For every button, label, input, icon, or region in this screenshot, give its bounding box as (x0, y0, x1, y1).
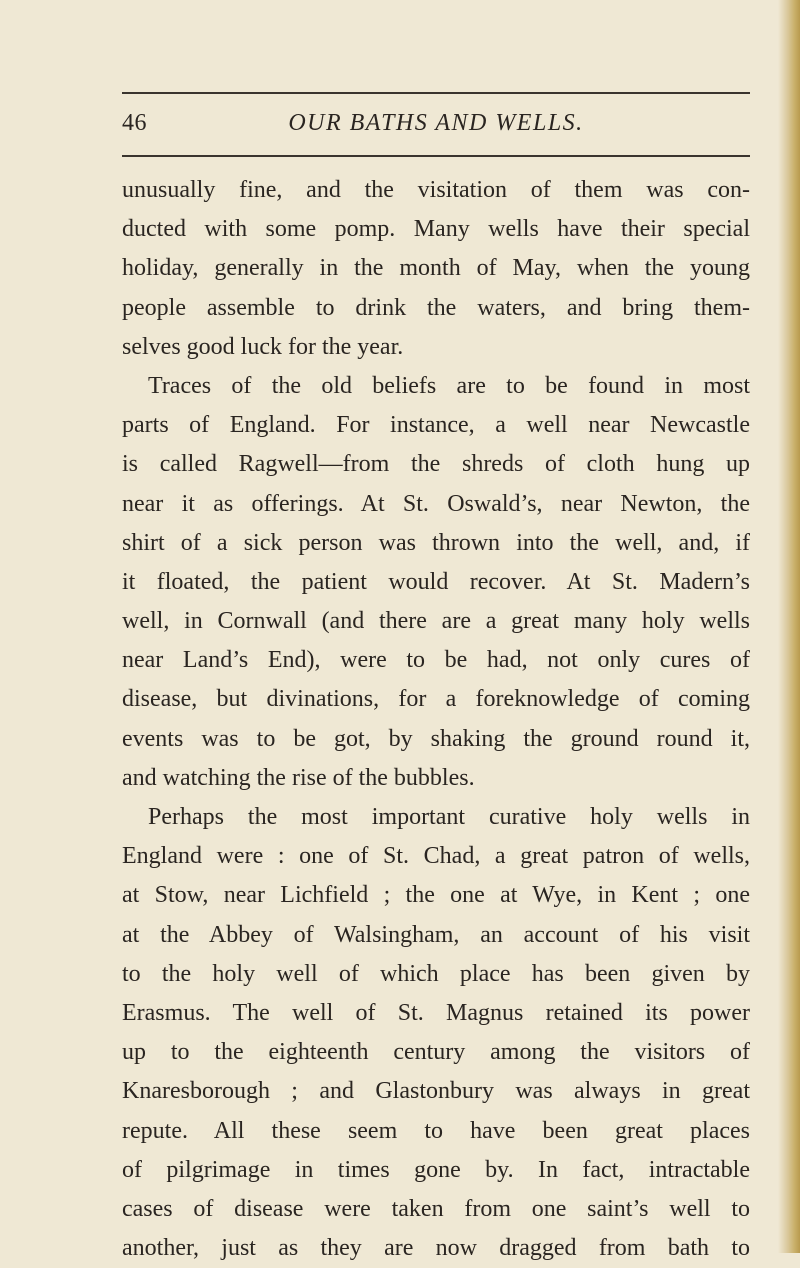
text-line: near it as offerings. At St. Oswald’s, near Newton, the (122, 490, 750, 517)
running-title: OUR BATHS AND WELLS. (288, 110, 584, 136)
body-text (122, 171, 750, 1268)
page-header (122, 104, 750, 144)
text-line: near Land’s End), were to be had, not only cures of (122, 647, 750, 674)
text-line: holiday, generally in the month of May, when the young (122, 255, 750, 282)
header-rule-bottom (122, 155, 750, 157)
text-line: selves good luck for the year. (122, 333, 404, 360)
text-line: ducted with some pomp. Many wells have their special (122, 216, 750, 243)
text-line: people assemble to drink the waters, and bring them- (122, 294, 750, 321)
text-line: disease, but divinations, for a foreknowledge of coming (122, 686, 750, 713)
text-line: Erasmus. The well of St. Magnus retained its power (122, 999, 750, 1026)
text-line: shirt of a sick person was thrown into the well, and, if (122, 529, 750, 556)
paragraph-start: Traces of the old beliefs are to be found in most (148, 372, 750, 399)
text-line: to the holy well of which place has been given by (122, 960, 750, 987)
text-line: cases of disease were taken from one saint’s well to (122, 1195, 750, 1222)
text-line: England were : one of St. Chad, a great patron of wells, (122, 843, 750, 870)
page-edge (778, 0, 800, 1253)
text-line: and watching the rise of the bubbles. (122, 764, 475, 791)
text-line: repute. All these seem to have been great places (122, 1117, 750, 1144)
text-line: parts of England. For instance, a well near Newcastle (122, 412, 750, 439)
text-line: at the Abbey of Walsingham, an account of his visit (122, 921, 750, 948)
page-number: 46 (122, 110, 147, 136)
text-line: events was to be got, by shaking the ground round it, (122, 725, 750, 752)
text-line: well, in Cornwall (and there are a great many holy wells (122, 608, 750, 635)
text-line: of pilgrimage in times gone by. In fact, intractable (122, 1156, 750, 1183)
header-rule-top (122, 92, 750, 94)
text-line: at Stow, near Lichfield ; the one at Wye, in Kent ; one (122, 882, 750, 909)
text-line: it floated, the patient would recover. At St. Madern’s (122, 568, 750, 595)
paragraph-start: Perhaps the most important curative holy wells in (148, 804, 750, 830)
text-line: Knaresborough ; and Glastonbury was always in great (122, 1078, 750, 1105)
text-line: up to the eighteenth century among the visitors of (122, 1039, 750, 1066)
text-line: is called Ragwell—from the shreds of cloth hung up (122, 451, 750, 478)
text-line: unusually fine, and the visitation of them was con- (122, 177, 750, 203)
text-line: another, just as they are now dragged from bath to (122, 1235, 750, 1262)
